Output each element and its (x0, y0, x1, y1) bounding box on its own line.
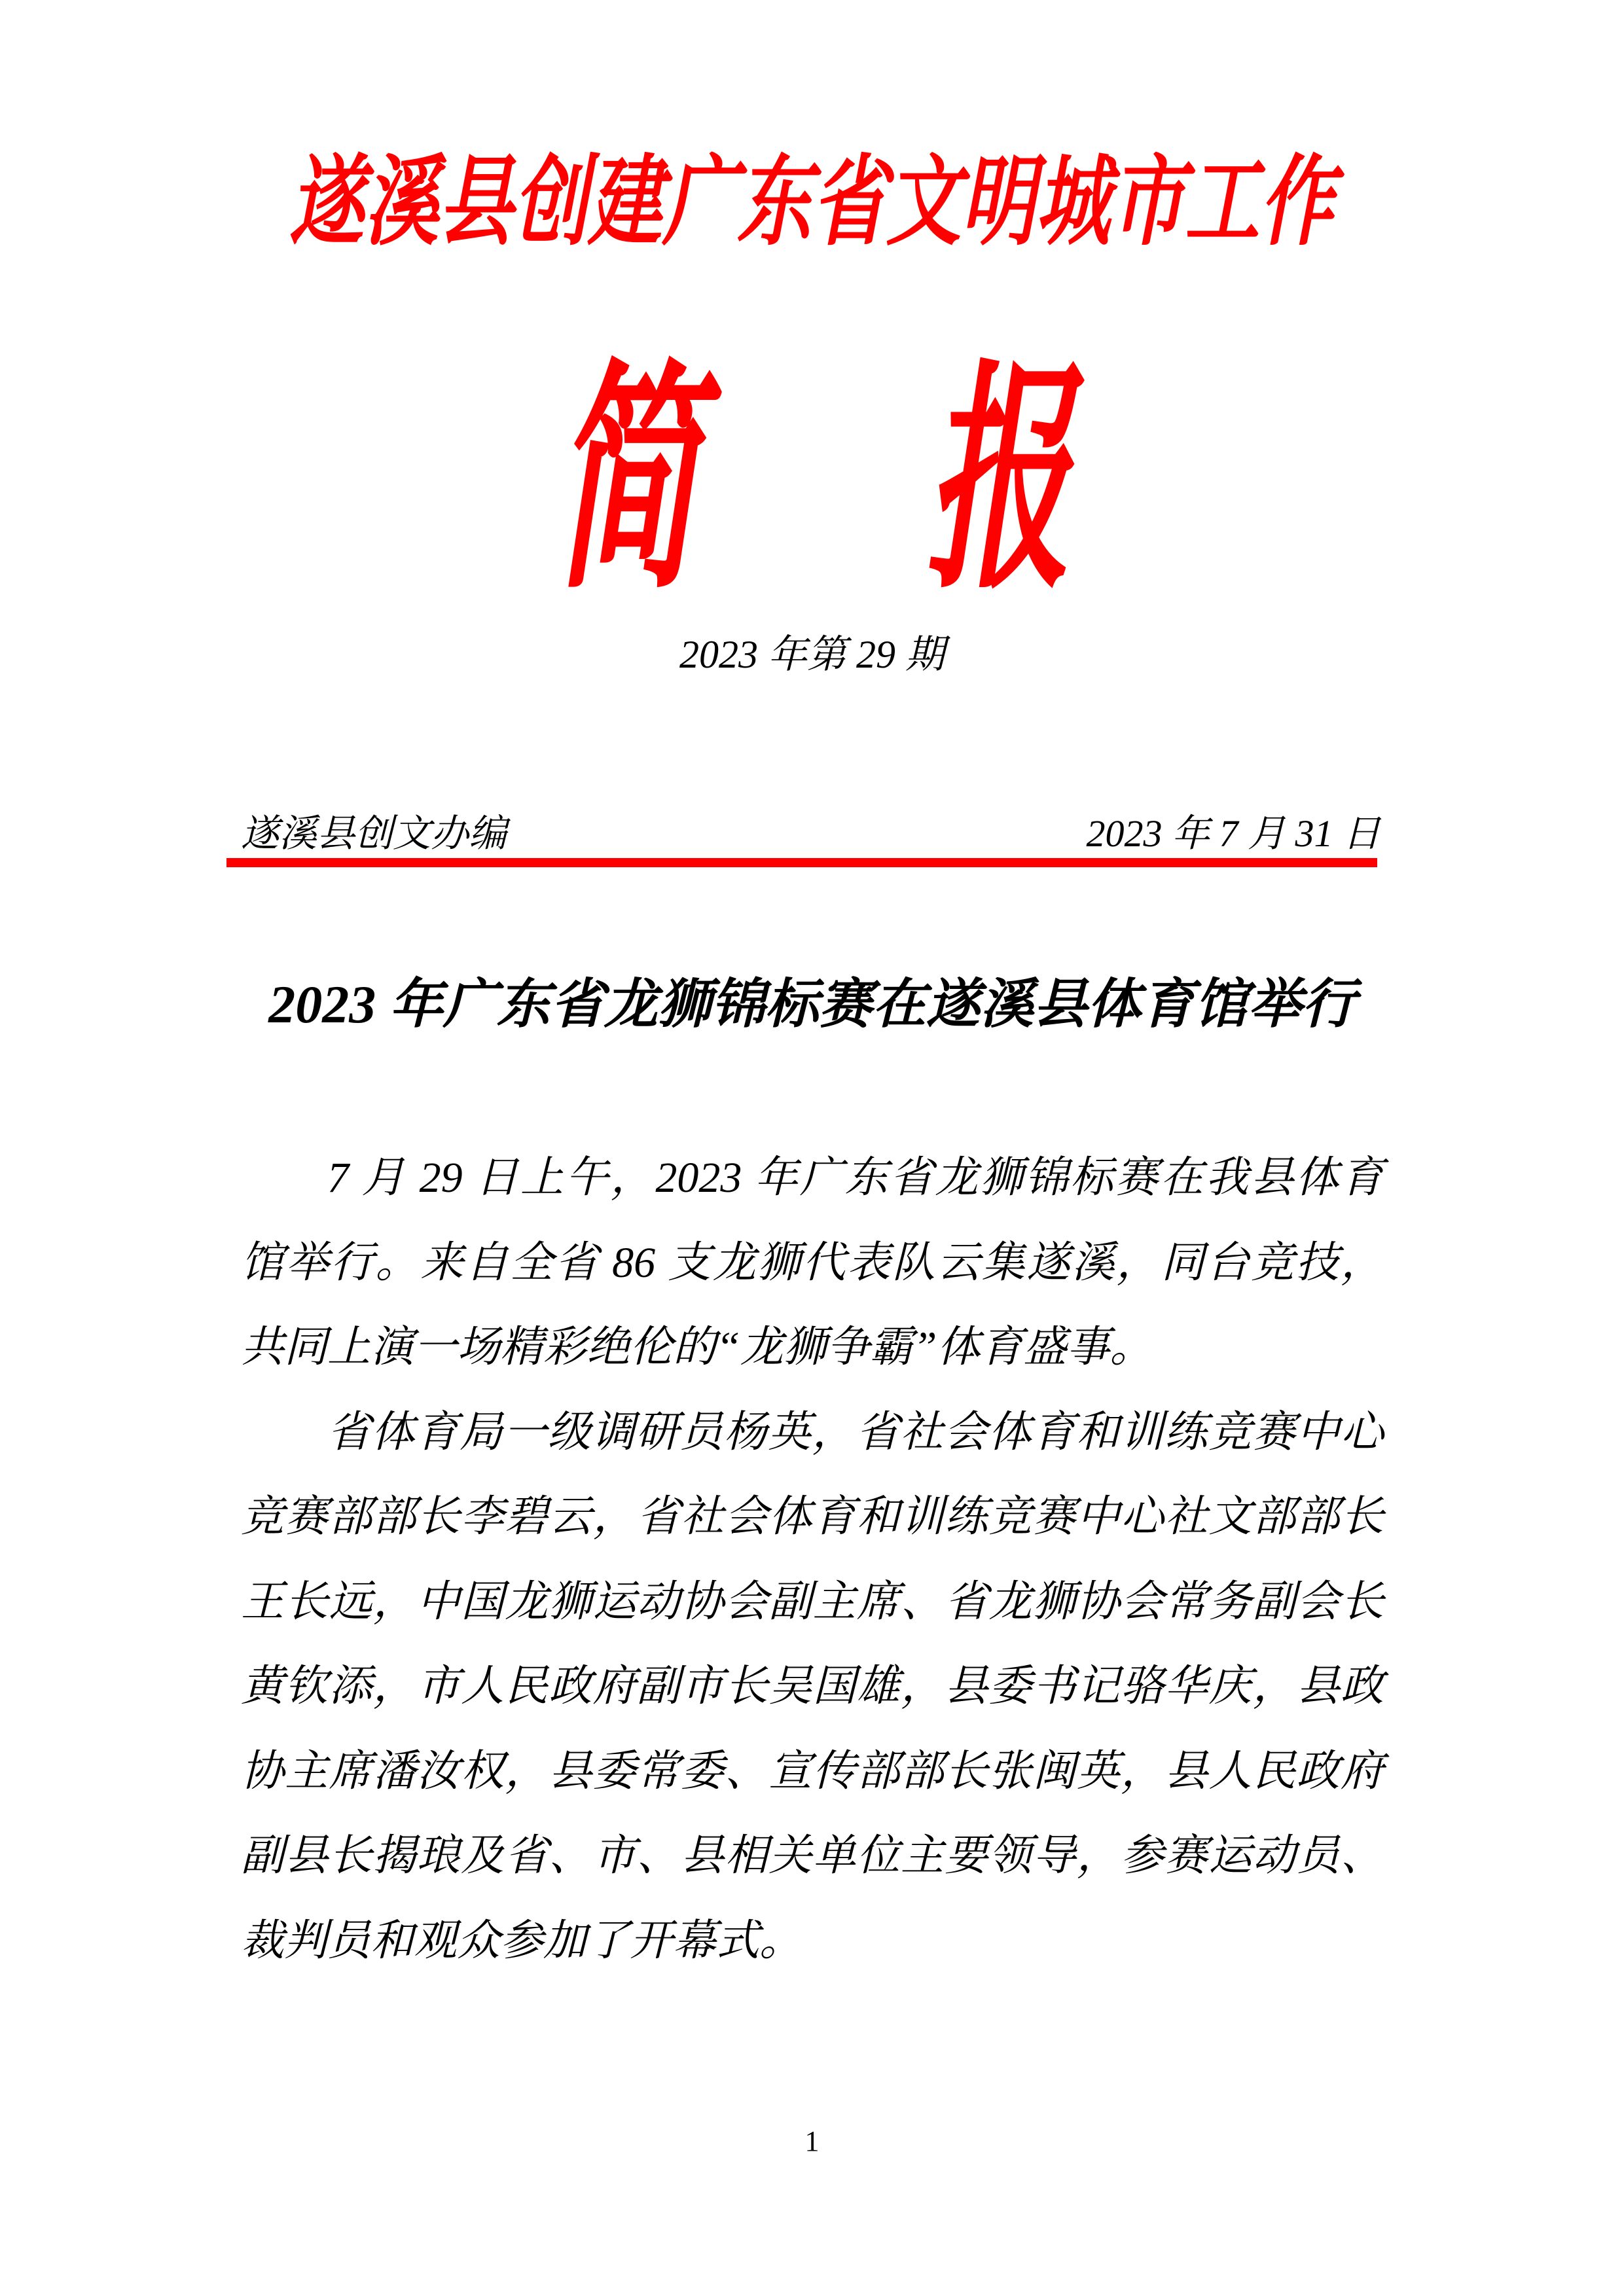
article-title-text: 2023 年广东省龙狮锦标赛在遂溪县体育馆举行 (268, 975, 1356, 1034)
date-label: 2023 年 7 月 31 日 (1086, 812, 1380, 855)
masthead-org-title (0, 147, 1624, 289)
issue-line: 2023 年第 29 期 (679, 633, 945, 676)
bulletin-big-word-char-jian: 简 (553, 349, 699, 617)
page-number: 1 (804, 2125, 820, 2157)
paragraph-2: 省体育局一级调研员杨英，省社会体育和训练竞赛中心竞赛部部长李碧云，省社会体育和训练竞赛中心社文部部长王长远，中国龙狮运动协会副主席、省龙狮协会常务副会长黄钦添，市人民政府副市长吴国雄，县委书记骆华庆，县政协主席潘汝权，县委常委、宣传部部长张闽英，县人民政府副县长揭琅及省、市、县相关单位主要领导，参赛运动员、裁判员和观众参加了开幕式。 (241, 1408, 1384, 1965)
paragraph-1: 7 月 29 日上午，2023 年广东省龙狮锦标赛在我县体育馆举行。来自全省 86 支龙狮代表队云集遂溪，同台竞技，共同上演一场精彩绝伦的“龙狮争霸”体育盛事。 (241, 1154, 1384, 1371)
article-body (241, 1136, 1384, 1983)
dateline-row (241, 810, 1380, 857)
bulletin-big-word (0, 349, 1624, 617)
masthead-org-title-text: 遂溪县创建广东省文明城市工作 (289, 149, 1335, 257)
article-title (0, 971, 1624, 1039)
bulletin-big-word-char-bao: 报 (925, 349, 1071, 617)
editor-label: 遂溪县创文办编 (241, 812, 507, 855)
red-divider-rule (226, 858, 1377, 867)
